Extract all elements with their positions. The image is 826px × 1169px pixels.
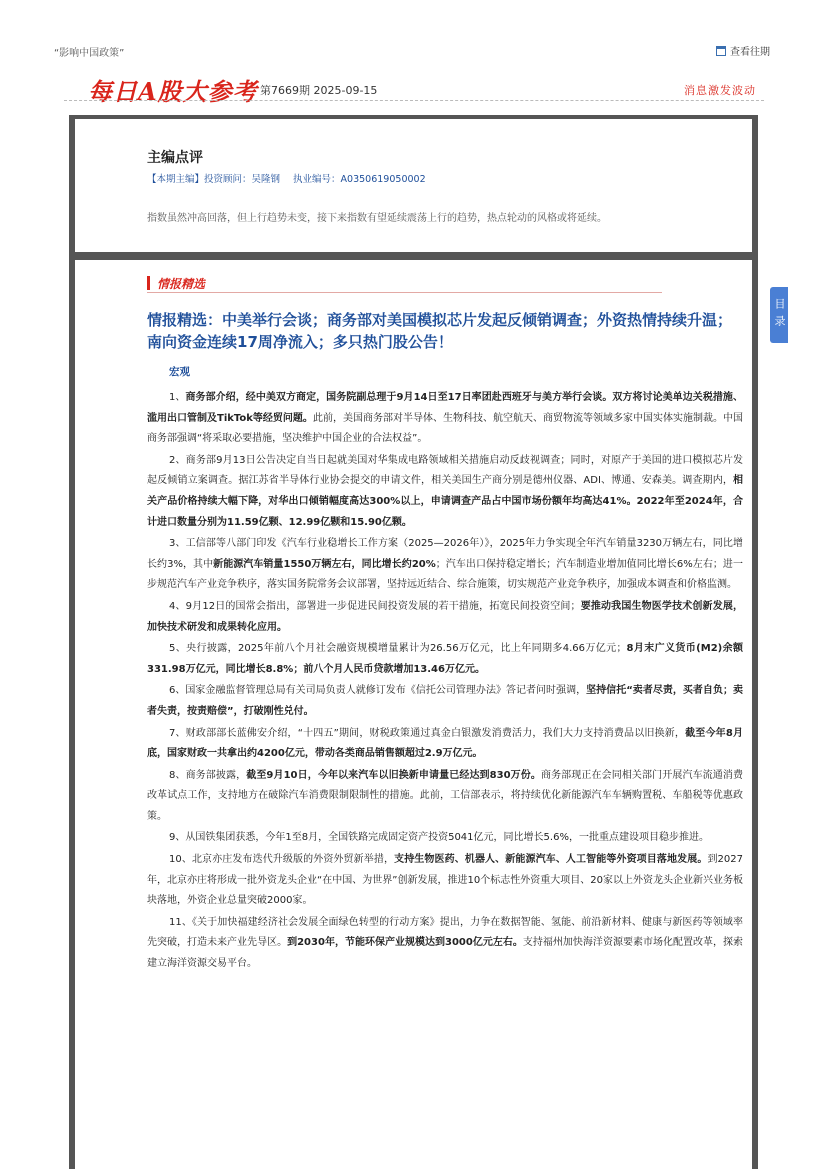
news-item-highlight: 截至今年8月底，国家财政一共拿出约4200亿元，带动各类商品销售额超过2.9万亿元。 [147,727,743,760]
editorial-card [69,115,758,256]
news-item-highlight: 坚持信托“卖者尽责，买者自负；卖者失责，按责赔偿”，打破刚性兑付。 [147,685,743,717]
news-item-text: 支持福州加快海洋资源要素市场化配置改革，探索建立海洋资源交易平台。 [147,937,744,970]
news-item-text: 7、财政部部长蓝佛安介绍，“十四五”期间，财税政策通过真金白银激发消费活力，我们大力支持消费品以旧换新， [169,727,686,739]
editorial-comment: 指数虽然冲高回落，但上行趋势未变，接下来指数有望延续震荡上行的趋势，热点轮动的风格或将延续。 [147,213,607,224]
brand-logo: 每日A股大参考 [88,77,258,106]
section-marker [147,276,150,290]
news-item [147,850,743,912]
news-item-text: 5、央行披露，2025年前八个月社会融资规模增量累计为26.56万亿元，比上年同期多4.66万亿元； [169,643,627,655]
editor-license: 执业编号：A0350619050002 [293,174,426,185]
toc-button[interactable]: 目录 [770,287,788,343]
news-item [147,388,743,450]
calendar-icon [716,46,726,56]
news-item-highlight: 8月末广义货币(M2)余额331.98万亿元，同比增长8.8%；前八个月人民币贷款增加13.46万亿元。 [147,643,743,675]
news-item-text: 6、国家金融监督管理总局有关司局负责人就修订发布《信托公司管理办法》答记者问时强调， [169,685,587,697]
news-item-text: 10、北京亦庄发布迭代升级版的外资外贸新举措， [169,854,395,866]
editorial-title: 主编点评 [147,150,203,166]
news-item-text: 此前，美国商务部对半导体、生物科技、航空航天、商贸物流等领域多家中国实体实施制裁。中国商务部强调“将采取必要措施，坚决维护中国企业的合法权益”。 [147,412,743,445]
news-item-highlight: 支持生物医药、机器人、新能源汽车、人工智能等外资项目落地发展。 [394,854,708,866]
news-item [147,724,743,765]
news-item [147,597,743,638]
news-item-text: 3、工信部等八部门印发《汽车行业稳增长工作方案（2025—2026年）》，2025年力争实现全年汽车销量3230万辆左右，同比增长约3%，其中 [147,538,743,570]
news-item [147,681,743,722]
editor-meta [147,171,436,185]
news-item-highlight: 相关产品价格持续大幅下降，对华出口倾销幅度高达300%以上，申请调查产品占中国市场份额年均高达41%。2022年至2024年，合计进口数量分别为11.59亿颗、12.99亿颗和15.90亿颗。 [147,475,743,528]
news-item [147,639,743,680]
header-divider [64,100,764,101]
intel-card [69,256,758,1169]
news-item-text: 11、《关于加快福建经济社会发展全面绿色转型的行动方案》提出，力争在数据智能、氢能、前沿新材料、健康与新医药等领域率先突破，打造未来产业先导区。 [147,916,743,949]
editor-role: 【本期主编】投资顾问：吴隆钢 [147,174,281,185]
news-item-text: 1、 [169,392,186,403]
section-header [147,274,662,293]
view-history-link[interactable] [716,43,770,58]
masthead [88,72,756,108]
news-item-text: 2、商务部9月13日公告决定自当日起就美国对华集成电路领域相关措施启动反歧视调查；同时，对原产于美国的进口模拟芯片发起反倾销立案调查。据江苏省半导体行业协会提交的申请文件，相关美国生产商分别是德州仪器、ADI、博通、安森美。调查期内， [147,454,743,487]
news-item-highlight: 要推动我国生物医学技术创新发展，加快技术研发和成果转化应用。 [147,600,744,633]
subsection-title: 宏观 [169,366,190,378]
news-item-highlight: 商务部介绍，经中美双方商定，国务院副总理于9月14日至17日率团赴西班牙与美方举行会谈。双方将讨论美单边关税措施、滥用出口管制及TikTok等经贸问题。 [147,392,743,424]
tagline: “影响中国政策” [54,48,125,59]
intel-headline: 情报精选：中美举行会谈；商务部对美国模拟芯片发起反倾销调查；外资热情持续升温；南向资金连续17周净流入；多只热门股公告！ [147,311,733,351]
view-history-label[interactable]: 查看往期 [730,47,770,58]
news-item [147,451,743,533]
news-item-text: ；汽车出口保持稳定增长；汽车制造业增加值同比增长6%左右；进一步规范汽车产业竞争秩序，落实国务院常务会议部署，坚持远近结合、综合施策，切实规范产业竞争秩序，加强成本调查和价格监测。 [147,558,743,591]
news-item-text: 8、商务部披露， [169,769,247,781]
news-item [147,534,743,596]
news-item-text: 到2027年，北京亦庄将形成一批外资龙头企业“在中国、为世界”创新发展，推进10个标志性外资重大项目、20家以上外资龙头企业新兴业务板块落地，外资企业总量突破2000家。 [147,854,743,907]
news-item-highlight: 新能源汽车销量1550万辆左右，同比增长约20% [213,558,436,570]
news-item-text: 4、9月12日的国常会指出，部署进一步促进民间投资发展的若干措施，拓宽民间投资空间； [169,600,581,612]
section-label: 情报精选 [157,277,206,291]
news-item [147,913,743,975]
news-item-highlight: 截至9月10日，今年以来汽车以旧换新申请量已经达到830万份。 [246,769,541,781]
slogan: 消息激发波动 [684,84,756,97]
news-list [147,388,743,976]
news-item [147,766,743,828]
news-item-text: 商务部现正在会同相关部门开展汽车流通消费改革试点工作，支持地方在破除汽车消费限制限制性的措施。此前，工信部表示，将持续优化新能源汽车车辆购置税、车船税等优惠政策。 [147,769,743,822]
issue-info: 第7669期 2025-09-15 [260,84,378,97]
news-item-highlight: 到2030年，节能环保产业规模达到3000亿元左右。 [287,937,523,949]
news-item-text: 9、从国铁集团获悉，今年1至8月，全国铁路完成固定资产投资5041亿元，同比增长5.6%，一批重点建设项目稳步推进。 [169,832,709,844]
news-item [147,828,743,849]
